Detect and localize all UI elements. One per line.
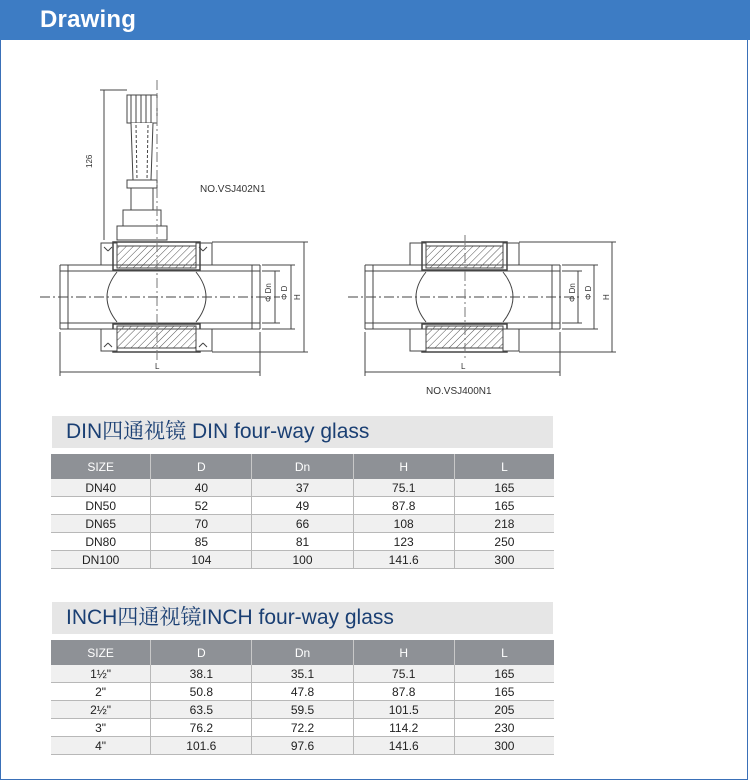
right-dim-l: L	[461, 362, 466, 371]
inch-header-row	[51, 640, 554, 665]
table-row: 2½" 63.5 59.5 101.5 205	[51, 701, 554, 719]
left-model-label: NO.VSJ402N1	[200, 184, 266, 195]
right-view	[348, 235, 616, 376]
table-row: 4" 101.6 97.6 141.6 300	[51, 737, 554, 755]
left-dim-h: H	[293, 294, 302, 300]
header-title: Drawing	[40, 6, 137, 33]
right-dim-dn: Φ Dn	[568, 283, 577, 302]
right-model-label: NO.VSJ400N1	[426, 386, 492, 397]
right-dim-d: Φ D	[584, 285, 593, 300]
inch-table	[51, 640, 554, 755]
din-col-size: SIZE	[51, 454, 151, 479]
table-row: DN40 40 37 75.1 165	[51, 479, 554, 497]
din-col-d: D	[151, 454, 252, 479]
inch-col-l: L	[454, 640, 554, 665]
din-col-l: L	[454, 454, 554, 479]
left-dim-d: Φ D	[280, 285, 289, 300]
inch-section-title: INCH四通视镜INCH four-way glass	[52, 602, 553, 634]
technical-drawing	[0, 40, 750, 410]
din-col-h: H	[353, 454, 454, 479]
left-dim-l: L	[155, 362, 160, 371]
table-row: DN50 52 49 87.8 165	[51, 497, 554, 515]
table-row: DN65 70 66 108 218	[51, 515, 554, 533]
inch-col-d: D	[151, 640, 252, 665]
inch-col-size: SIZE	[51, 640, 151, 665]
header-bar	[0, 0, 750, 40]
left-dim-height: 126	[85, 154, 94, 168]
table-row: DN80 85 81 123 250	[51, 533, 554, 551]
left-dim-dn: Φ Dn	[264, 283, 273, 302]
din-table	[51, 454, 554, 569]
table-row: 1½" 38.1 35.1 75.1 165	[51, 665, 554, 683]
din-section-title: DIN四通视镜 DIN four-way glass	[52, 416, 553, 448]
din-header-row	[51, 454, 554, 479]
inch-col-h: H	[353, 640, 454, 665]
table-row: DN100 104 100 141.6 300	[51, 551, 554, 569]
inch-col-dn: Dn	[252, 640, 353, 665]
table-row: 3" 76.2 72.2 114.2 230	[51, 719, 554, 737]
din-col-dn: Dn	[252, 454, 353, 479]
table-row: 2" 50.8 47.8 87.8 165	[51, 683, 554, 701]
right-dim-h: H	[602, 294, 611, 300]
left-view	[40, 80, 308, 376]
